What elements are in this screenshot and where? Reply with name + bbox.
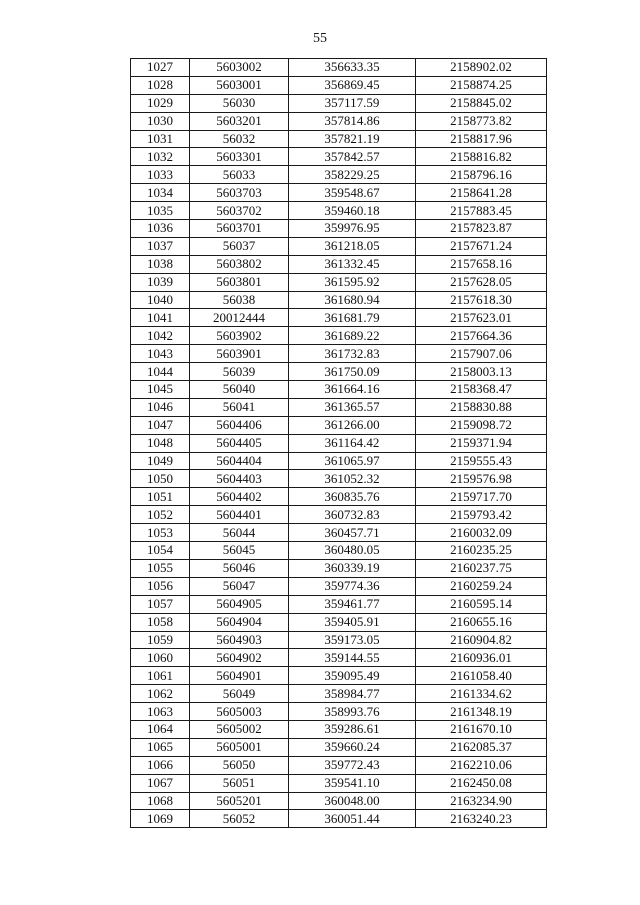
- y-coordinate-cell: 2160235.25: [416, 542, 547, 560]
- y-coordinate-cell: 2161670.10: [416, 720, 547, 738]
- point-id-cell: 5603702: [190, 202, 289, 220]
- row-number-cell: 1047: [131, 416, 190, 434]
- table-row: [131, 309, 547, 327]
- point-id-cell: 5604403: [190, 470, 289, 488]
- y-coordinate-cell: 2157628.05: [416, 273, 547, 291]
- table-row: [131, 416, 547, 434]
- y-coordinate-cell: 2161348.19: [416, 703, 547, 721]
- row-number-cell: 1051: [131, 488, 190, 506]
- row-number-cell: 1050: [131, 470, 190, 488]
- row-number-cell: 1049: [131, 452, 190, 470]
- point-id-cell: 56045: [190, 542, 289, 560]
- row-number-cell: 1062: [131, 685, 190, 703]
- point-id-cell: 56039: [190, 363, 289, 381]
- point-id-cell: 5603902: [190, 327, 289, 345]
- table-row: [131, 542, 547, 560]
- x-coordinate-cell: 360732.83: [289, 506, 416, 524]
- y-coordinate-cell: 2162210.06: [416, 756, 547, 774]
- table-row: [131, 506, 547, 524]
- row-number-cell: 1057: [131, 595, 190, 613]
- point-id-cell: 5605001: [190, 738, 289, 756]
- x-coordinate-cell: 357821.19: [289, 130, 416, 148]
- y-coordinate-cell: 2158874.25: [416, 76, 547, 94]
- x-coordinate-cell: 360051.44: [289, 810, 416, 828]
- point-id-cell: 5603703: [190, 184, 289, 202]
- x-coordinate-cell: 361164.42: [289, 434, 416, 452]
- point-id-cell: 5603801: [190, 273, 289, 291]
- table-row: [131, 434, 547, 452]
- point-id-cell: 56033: [190, 166, 289, 184]
- table-row: [131, 595, 547, 613]
- point-id-cell: 5603301: [190, 148, 289, 166]
- y-coordinate-cell: 2158830.88: [416, 398, 547, 416]
- row-number-cell: 1055: [131, 559, 190, 577]
- y-coordinate-cell: 2161334.62: [416, 685, 547, 703]
- row-number-cell: 1067: [131, 774, 190, 792]
- y-coordinate-cell: 2162450.08: [416, 774, 547, 792]
- y-coordinate-cell: 2162085.37: [416, 738, 547, 756]
- row-number-cell: 1065: [131, 738, 190, 756]
- x-coordinate-cell: 358984.77: [289, 685, 416, 703]
- row-number-cell: 1030: [131, 112, 190, 130]
- table-row: [131, 255, 547, 273]
- x-coordinate-cell: 361750.09: [289, 363, 416, 381]
- table-row: [131, 398, 547, 416]
- row-number-cell: 1048: [131, 434, 190, 452]
- table-row: [131, 291, 547, 309]
- x-coordinate-cell: 359976.95: [289, 220, 416, 238]
- row-number-cell: 1054: [131, 542, 190, 560]
- table-row: [131, 148, 547, 166]
- point-id-cell: 56049: [190, 685, 289, 703]
- point-id-cell: 5605002: [190, 720, 289, 738]
- y-coordinate-cell: 2157664.36: [416, 327, 547, 345]
- table-row: [131, 631, 547, 649]
- row-number-cell: 1066: [131, 756, 190, 774]
- point-id-cell: 56037: [190, 237, 289, 255]
- point-id-cell: 5604901: [190, 667, 289, 685]
- x-coordinate-cell: 359095.49: [289, 667, 416, 685]
- y-coordinate-cell: 2158773.82: [416, 112, 547, 130]
- x-coordinate-cell: 361595.92: [289, 273, 416, 291]
- y-coordinate-cell: 2158003.13: [416, 363, 547, 381]
- table-row: [131, 470, 547, 488]
- row-number-cell: 1043: [131, 345, 190, 363]
- table-row: [131, 273, 547, 291]
- point-id-cell: 5604405: [190, 434, 289, 452]
- point-id-cell: 5605201: [190, 792, 289, 810]
- table-row: [131, 452, 547, 470]
- coordinates-table-body: [131, 59, 547, 828]
- point-id-cell: 5603201: [190, 112, 289, 130]
- x-coordinate-cell: 359144.55: [289, 649, 416, 667]
- row-number-cell: 1069: [131, 810, 190, 828]
- x-coordinate-cell: 359548.67: [289, 184, 416, 202]
- table-row: [131, 237, 547, 255]
- x-coordinate-cell: 361680.94: [289, 291, 416, 309]
- table-row: [131, 220, 547, 238]
- y-coordinate-cell: 2157883.45: [416, 202, 547, 220]
- y-coordinate-cell: 2160032.09: [416, 524, 547, 542]
- table-row: [131, 202, 547, 220]
- row-number-cell: 1035: [131, 202, 190, 220]
- y-coordinate-cell: 2159717.70: [416, 488, 547, 506]
- row-number-cell: 1040: [131, 291, 190, 309]
- row-number-cell: 1041: [131, 309, 190, 327]
- x-coordinate-cell: 361266.00: [289, 416, 416, 434]
- x-coordinate-cell: 360457.71: [289, 524, 416, 542]
- row-number-cell: 1028: [131, 76, 190, 94]
- point-id-cell: 56052: [190, 810, 289, 828]
- x-coordinate-cell: 359173.05: [289, 631, 416, 649]
- table-row: [131, 76, 547, 94]
- point-id-cell: 5604905: [190, 595, 289, 613]
- point-id-cell: 5603901: [190, 345, 289, 363]
- x-coordinate-cell: 359774.36: [289, 577, 416, 595]
- point-id-cell: 20012444: [190, 309, 289, 327]
- y-coordinate-cell: 2157618.30: [416, 291, 547, 309]
- point-id-cell: 5604903: [190, 631, 289, 649]
- y-coordinate-cell: 2158816.82: [416, 148, 547, 166]
- x-coordinate-cell: 361689.22: [289, 327, 416, 345]
- table-row: [131, 94, 547, 112]
- y-coordinate-cell: 2159576.98: [416, 470, 547, 488]
- x-coordinate-cell: 359461.77: [289, 595, 416, 613]
- row-number-cell: 1033: [131, 166, 190, 184]
- table-row: [131, 667, 547, 685]
- point-id-cell: 56051: [190, 774, 289, 792]
- x-coordinate-cell: 361365.57: [289, 398, 416, 416]
- point-id-cell: 5603802: [190, 255, 289, 273]
- point-id-cell: 5603002: [190, 59, 289, 77]
- page-number: 55: [313, 31, 327, 46]
- row-number-cell: 1045: [131, 381, 190, 399]
- table-row: [131, 720, 547, 738]
- table-row: [131, 381, 547, 399]
- point-id-cell: 56038: [190, 291, 289, 309]
- table-row: [131, 810, 547, 828]
- table-row: [131, 524, 547, 542]
- point-id-cell: 5604406: [190, 416, 289, 434]
- y-coordinate-cell: 2157823.87: [416, 220, 547, 238]
- table-row: [131, 130, 547, 148]
- x-coordinate-cell: 360835.76: [289, 488, 416, 506]
- table-row: [131, 774, 547, 792]
- x-coordinate-cell: 361218.05: [289, 237, 416, 255]
- y-coordinate-cell: 2163240.23: [416, 810, 547, 828]
- row-number-cell: 1037: [131, 237, 190, 255]
- table-row: [131, 738, 547, 756]
- row-number-cell: 1064: [131, 720, 190, 738]
- point-id-cell: 5603701: [190, 220, 289, 238]
- x-coordinate-cell: 361732.83: [289, 345, 416, 363]
- row-number-cell: 1063: [131, 703, 190, 721]
- row-number-cell: 1039: [131, 273, 190, 291]
- y-coordinate-cell: 2160237.75: [416, 559, 547, 577]
- row-number-cell: 1027: [131, 59, 190, 77]
- coordinates-table: [130, 58, 547, 828]
- y-coordinate-cell: 2158368.47: [416, 381, 547, 399]
- row-number-cell: 1059: [131, 631, 190, 649]
- x-coordinate-cell: 359660.24: [289, 738, 416, 756]
- y-coordinate-cell: 2159371.94: [416, 434, 547, 452]
- y-coordinate-cell: 2160904.82: [416, 631, 547, 649]
- table-row: [131, 112, 547, 130]
- y-coordinate-cell: 2157907.06: [416, 345, 547, 363]
- x-coordinate-cell: 356633.35: [289, 59, 416, 77]
- row-number-cell: 1053: [131, 524, 190, 542]
- y-coordinate-cell: 2159555.43: [416, 452, 547, 470]
- row-number-cell: 1060: [131, 649, 190, 667]
- y-coordinate-cell: 2158902.02: [416, 59, 547, 77]
- point-id-cell: 56032: [190, 130, 289, 148]
- row-number-cell: 1029: [131, 94, 190, 112]
- x-coordinate-cell: 361332.45: [289, 255, 416, 273]
- x-coordinate-cell: 359286.61: [289, 720, 416, 738]
- table-row: [131, 488, 547, 506]
- row-number-cell: 1052: [131, 506, 190, 524]
- row-number-cell: 1068: [131, 792, 190, 810]
- y-coordinate-cell: 2160259.24: [416, 577, 547, 595]
- row-number-cell: 1044: [131, 363, 190, 381]
- x-coordinate-cell: 359405.91: [289, 613, 416, 631]
- table-row: [131, 345, 547, 363]
- x-coordinate-cell: 359460.18: [289, 202, 416, 220]
- row-number-cell: 1046: [131, 398, 190, 416]
- x-coordinate-cell: 361065.97: [289, 452, 416, 470]
- y-coordinate-cell: 2158817.96: [416, 130, 547, 148]
- table-row: [131, 59, 547, 77]
- x-coordinate-cell: 361052.32: [289, 470, 416, 488]
- x-coordinate-cell: 357814.86: [289, 112, 416, 130]
- x-coordinate-cell: 357842.57: [289, 148, 416, 166]
- y-coordinate-cell: 2161058.40: [416, 667, 547, 685]
- table-row: [131, 756, 547, 774]
- x-coordinate-cell: 361681.79: [289, 309, 416, 327]
- row-number-cell: 1036: [131, 220, 190, 238]
- table-row: [131, 363, 547, 381]
- y-coordinate-cell: 2160595.14: [416, 595, 547, 613]
- point-id-cell: 56050: [190, 756, 289, 774]
- table-row: [131, 577, 547, 595]
- x-coordinate-cell: 359541.10: [289, 774, 416, 792]
- y-coordinate-cell: 2157623.01: [416, 309, 547, 327]
- point-id-cell: 56044: [190, 524, 289, 542]
- row-number-cell: 1038: [131, 255, 190, 273]
- y-coordinate-cell: 2160655.16: [416, 613, 547, 631]
- row-number-cell: 1032: [131, 148, 190, 166]
- point-id-cell: 56046: [190, 559, 289, 577]
- row-number-cell: 1058: [131, 613, 190, 631]
- table-row: [131, 649, 547, 667]
- y-coordinate-cell: 2159098.72: [416, 416, 547, 434]
- table-row: [131, 166, 547, 184]
- y-coordinate-cell: 2158845.02: [416, 94, 547, 112]
- point-id-cell: 56030: [190, 94, 289, 112]
- point-id-cell: 56047: [190, 577, 289, 595]
- table-row: [131, 613, 547, 631]
- x-coordinate-cell: 358229.25: [289, 166, 416, 184]
- y-coordinate-cell: 2157671.24: [416, 237, 547, 255]
- row-number-cell: 1034: [131, 184, 190, 202]
- x-coordinate-cell: 357117.59: [289, 94, 416, 112]
- table-row: [131, 792, 547, 810]
- point-id-cell: 56041: [190, 398, 289, 416]
- y-coordinate-cell: 2158641.28: [416, 184, 547, 202]
- x-coordinate-cell: 360480.05: [289, 542, 416, 560]
- row-number-cell: 1042: [131, 327, 190, 345]
- table-row: [131, 703, 547, 721]
- point-id-cell: 5604904: [190, 613, 289, 631]
- x-coordinate-cell: 356869.45: [289, 76, 416, 94]
- x-coordinate-cell: 358993.76: [289, 703, 416, 721]
- x-coordinate-cell: 360048.00: [289, 792, 416, 810]
- y-coordinate-cell: 2160936.01: [416, 649, 547, 667]
- y-coordinate-cell: 2157658.16: [416, 255, 547, 273]
- y-coordinate-cell: 2163234.90: [416, 792, 547, 810]
- x-coordinate-cell: 359772.43: [289, 756, 416, 774]
- point-id-cell: 5604902: [190, 649, 289, 667]
- row-number-cell: 1061: [131, 667, 190, 685]
- y-coordinate-cell: 2159793.42: [416, 506, 547, 524]
- table-row: [131, 685, 547, 703]
- table-row: [131, 184, 547, 202]
- x-coordinate-cell: 361664.16: [289, 381, 416, 399]
- row-number-cell: 1056: [131, 577, 190, 595]
- point-id-cell: 56040: [190, 381, 289, 399]
- point-id-cell: 5604401: [190, 506, 289, 524]
- row-number-cell: 1031: [131, 130, 190, 148]
- point-id-cell: 5604402: [190, 488, 289, 506]
- table-row: [131, 559, 547, 577]
- point-id-cell: 5603001: [190, 76, 289, 94]
- y-coordinate-cell: 2158796.16: [416, 166, 547, 184]
- point-id-cell: 5605003: [190, 703, 289, 721]
- table-row: [131, 327, 547, 345]
- x-coordinate-cell: 360339.19: [289, 559, 416, 577]
- point-id-cell: 5604404: [190, 452, 289, 470]
